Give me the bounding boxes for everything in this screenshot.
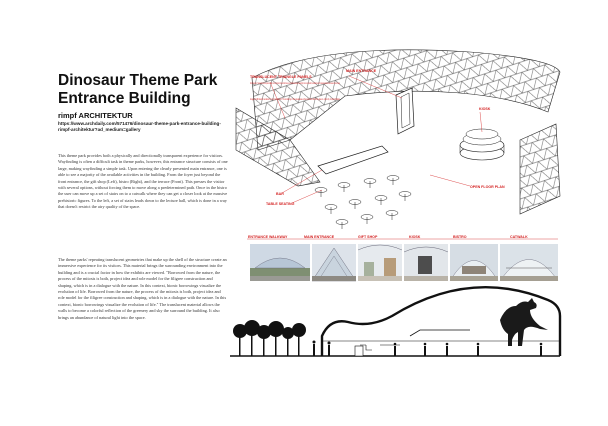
shell-grid-right bbox=[520, 124, 560, 214]
building-section bbox=[230, 287, 560, 356]
title-line-1: Dinosaur Theme Park bbox=[58, 72, 218, 89]
main-entrance-portal bbox=[396, 88, 414, 134]
strip-label-kiosk: KIOSK bbox=[409, 235, 421, 239]
title-line-2: Entrance Building bbox=[58, 90, 191, 107]
source-url[interactable]: https://www.archdaily.com/571476/dinosaur-theme-park-entrance-building-rimpf-architektur?ad_medium=gallery bbox=[58, 121, 221, 132]
photo-bistro bbox=[450, 244, 498, 281]
dinosaur-silhouette bbox=[500, 298, 548, 346]
photo-kiosk bbox=[404, 244, 448, 281]
kiosk bbox=[460, 129, 504, 160]
label-kiosk: KIOSK bbox=[479, 107, 491, 111]
architect-name: rimpf ARCHITEKTUR bbox=[58, 111, 133, 120]
strip-label-entrance-walkway: ENTRANCE WALKWAY bbox=[248, 235, 288, 239]
people bbox=[313, 341, 543, 357]
label-open-floor-plan: OPEN FLOOR PLAN bbox=[470, 185, 505, 189]
strip-label-catwalk: CATWALK bbox=[510, 235, 528, 239]
trees bbox=[233, 320, 306, 356]
strip-label-main-entrance: MAIN ENTRANCE bbox=[304, 235, 335, 239]
body-paragraph-1: This theme park provides both a physically and directionally transparent experience for visitors. Wayfinding is often a difficult task in theme parks, however, this entrance structure consists of one large, making wayfinding a simple task. Upon entering the clearly presented main entrance, one is able to see a majority of the available activities in the building. From the foyer just beyond the front entrance, the gift shop (Left), bistro (Right), and the terrace (Front). This presses the visitor with several options, without forcing them to move along a predetermined path. Once in the bistro the user can move up a set of stairs on to a catwalk where they can get a closer look at the massive prehistoric figures. To the left, a set of stairs leads down to the lecture hall, which is done in a way that doesn't restrict the airy quality of the space. bbox=[58, 153, 228, 210]
panel-note-1 bbox=[250, 81, 340, 85]
strip-label-bistro: BISTRO bbox=[453, 235, 467, 239]
table-seating bbox=[315, 176, 411, 230]
label-translucent-panels: TRANSLUCENT TRIANGLE PANELS bbox=[250, 75, 312, 79]
label-bar: BAR bbox=[276, 192, 284, 196]
photo-gift-shop bbox=[358, 244, 402, 281]
label-main-entrance: MAIN ENTRANCE bbox=[346, 69, 377, 73]
strip-label-gift-shop: GIFT SHOP bbox=[358, 235, 378, 239]
panel-note-2: Images: 3x3D sketch rendered by rimpf architektur, The rendering of the visual area at the lower left allow the glass to. photo by rimpf architektur bbox=[250, 98, 416, 101]
photo-strip bbox=[250, 244, 558, 281]
label-table-seating: TABLE SEATING bbox=[266, 202, 295, 206]
photo-catwalk bbox=[500, 244, 558, 281]
photo-entrance-walkway bbox=[250, 244, 310, 281]
body-paragraph-2: The theme parks' repeating translucent geometries that make up the shell of the structure create an immersive experience for its visitors. This material brings the surrounding environment into the building and is a crucial factor in how the exhibits are viewed. "Borrowed from the nature, the process of the mitosis is both, project idea and role model for the filigree construction and shaping, which is in a dialogue with the nature. In this context, bionic borrowings visualize the evolution of life. Borrowed from the nature, the process of the mitosis is both, project idea and role model for the filigree construction and shaping, which is in a dialogue with the nature. In this context, bionic borrowings visualize the evolution of life." The translucent material allows the walls to become a colorful reflection of the greenery and sky the surround the building. It also brings an abundance of natural light into the space. bbox=[58, 257, 227, 320]
photo-main-entrance bbox=[312, 244, 356, 281]
bar-counter bbox=[318, 146, 388, 174]
